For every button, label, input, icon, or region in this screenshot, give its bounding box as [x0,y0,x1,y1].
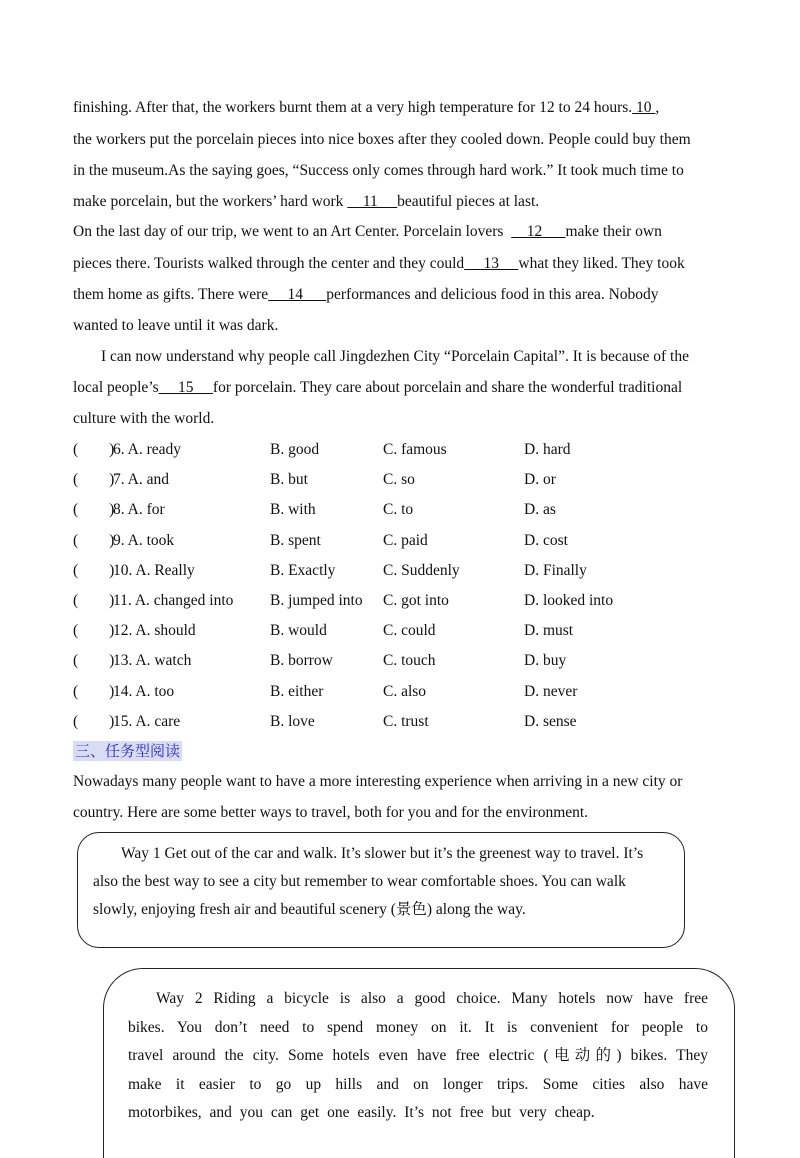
answer-paren[interactable]: ( ) [73,441,115,458]
answer-paren[interactable]: ( ) [73,501,115,519]
option-c: C. famous [383,441,447,458]
answer-paren[interactable]: ( ) [73,531,115,549]
passage-text: for porcelain. They care about porcelain and share the wonderful traditional [212,379,683,396]
option-b: B. would [270,622,327,640]
option-a: 12. A. should [113,622,196,640]
passage-line: the workers put the porcelain pieces into nice boxes after they cooled down. People could buy them [73,131,691,148]
option-c: C. trust [383,712,429,730]
option-a: 13. A. watch [113,652,192,670]
way1-line: Way 1 Get out of the car and walk. It’s slower but it’s the greenest way to travel. It’s [121,845,644,862]
option-a: 8. A. for [113,501,165,519]
passage-text: them home as gifts. There were [73,286,269,303]
blank-14: 14 [268,286,327,303]
passage-line [73,378,682,398]
section-intro: country. Here are some better ways to travel, both for you and for the environment. [73,804,589,821]
passage-line [73,222,662,242]
option-c: C. got into [383,592,449,609]
answer-paren[interactable]: ( ) [73,561,115,579]
passage-line [73,98,659,118]
passage-text: beautiful pieces at last. [397,193,540,210]
option-c: C. could [383,622,436,640]
option-d: D. as [524,501,556,519]
answer-paren[interactable]: ( ) [73,712,115,730]
option-b: B. either [270,682,324,700]
option-d: D. buy [524,652,567,670]
option-c: C. to [383,501,414,519]
way2-line: travel around the city. Some hotels even have free electric (电动的) bikes. They [128,1047,708,1064]
answer-paren[interactable]: ( ) [73,682,115,700]
option-b: B. Exactly [270,561,336,579]
passage-line [73,192,539,212]
option-c: C. Suddenly [383,561,460,579]
passage-line: culture with the world. [73,410,215,427]
section-title: 三、任务型阅读 [75,742,181,760]
passage-text: what they liked. They took [518,255,685,272]
blank-12: 12 [511,223,566,240]
passage-line: I can now understand why people call Jingdezhen City “Porcelain Capital”. It is because of the [101,348,689,365]
option-a: 7. A. and [113,471,169,489]
option-d: D. never [524,682,578,700]
answer-paren[interactable]: ( ) [73,592,115,609]
option-c: C. also [383,682,427,700]
blank-15: 15 [158,379,213,396]
answer-paren[interactable]: ( ) [73,471,115,489]
answer-paren[interactable]: ( ) [73,652,115,670]
way2-line: motorbikes, and you can get one easily. It’s not free but very cheap. [128,1104,595,1121]
way2-line: make it easier to go up hills and on longer trips. Some cities also have [128,1076,708,1093]
passage-text: , [655,99,660,116]
option-a: 9. A. took [113,531,175,549]
option-a: 6. A. ready [113,441,182,458]
passage-text: pieces there. Tourists walked through the center and they could [73,255,465,272]
blank-11: 11 [347,193,398,210]
blank-13: 13 [464,255,519,272]
passage-text: On the last day of our trip, we went to an Art Center. Porcelain lovers [73,223,512,240]
way1-line: slowly, enjoying fresh air and beautiful scenery (景色) along the way. [93,901,526,918]
option-a: 14. A. too [113,682,175,700]
option-b: B. good [270,441,320,458]
option-c: C. touch [383,652,436,670]
passage-text: make porcelain, but the workers’ hard work [73,193,348,210]
blank-10: 10 [632,99,656,116]
option-b: B. but [270,471,308,489]
passage-line: in the museum.As the saying goes, “Success only comes through hard work.” It took much time to [73,162,684,179]
option-c: C. paid [383,531,428,549]
option-b: B. borrow [270,652,333,670]
option-d: D. must [524,622,574,640]
option-a: 15. A. care [113,712,181,730]
passage-line [73,285,659,305]
passage-text: finishing. After that, the workers burnt them at a very high temperature for 12 to 24 hours. [73,99,633,116]
option-c: C. so [383,471,415,489]
option-d: D. sense [524,712,577,730]
option-d: D. looked into [524,592,614,609]
way2-line: Way 2 Riding a bicycle is also a good choice. Many hotels now have free [156,990,708,1007]
option-d: D. hard [524,441,571,458]
option-b: B. jumped into [270,592,363,609]
option-b: B. with [270,501,316,519]
section-intro: Nowadays many people want to have a more interesting experience when arriving in a new city or [73,773,683,790]
answer-paren[interactable]: ( ) [73,622,115,640]
option-b: B. spent [270,531,321,549]
option-a: 10. A. Really [113,561,195,579]
way2-line: bikes. You don’t need to spend money on it. It is convenient for people to [128,1019,708,1036]
passage-line: wanted to leave until it was dark. [73,317,279,334]
passage-text: performances and delicious food in this area. Nobody [326,286,659,303]
option-b: B. love [270,712,315,730]
option-d: D. cost [524,531,568,549]
option-d: D. Finally [524,561,587,579]
passage-line [73,254,685,274]
option-d: D. or [524,471,556,489]
way1-line: also the best way to see a city but remember to wear comfortable shoes. You can walk [93,873,626,890]
passage-text: local people’s [73,379,159,396]
option-a: 11. A. changed into [113,592,234,609]
passage-text: make their own [565,223,662,240]
